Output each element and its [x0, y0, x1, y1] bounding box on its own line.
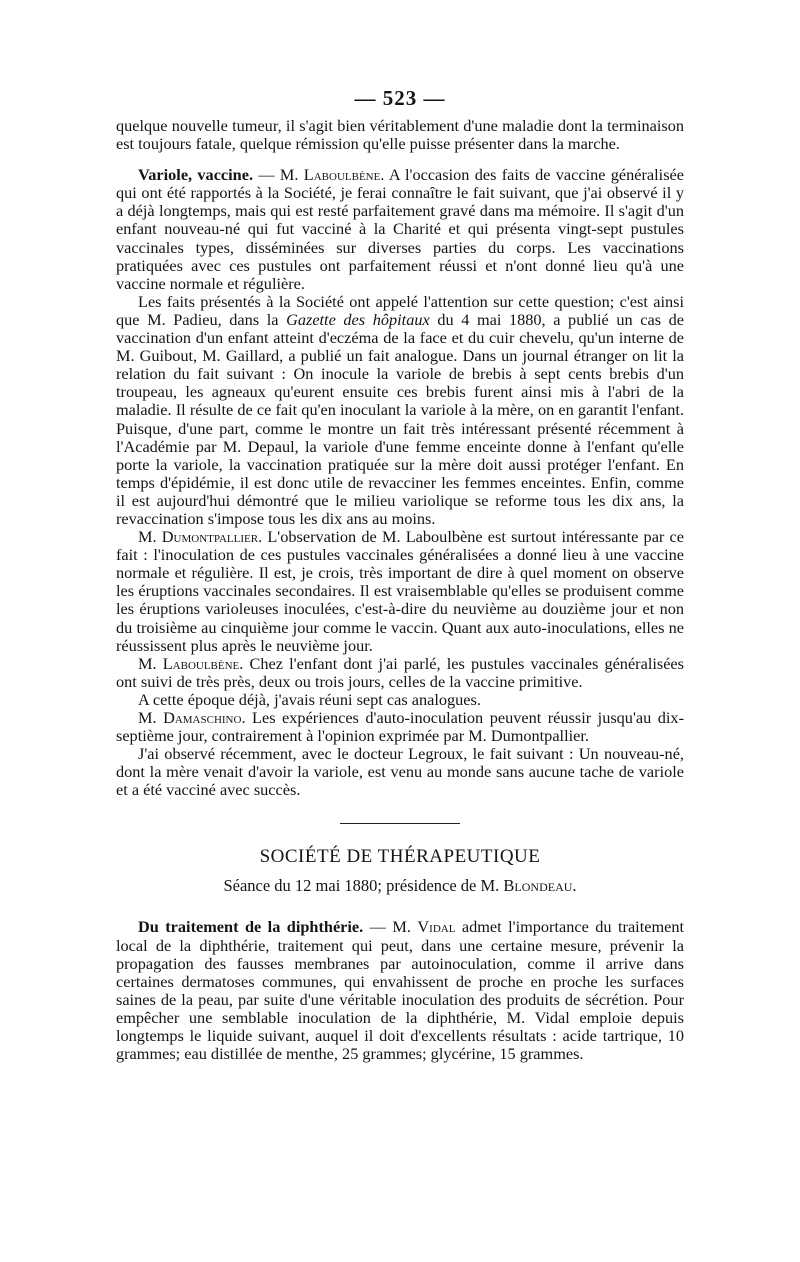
paragraph-dumontpallier — [116, 528, 684, 655]
speaker-name: Dumontpallier — [161, 527, 259, 547]
page-number: — 523 — — [354, 86, 446, 110]
seance-end: . — [572, 876, 577, 896]
dash-text: — M. — [253, 165, 304, 185]
paragraph-text: du 4 mai 1880, a publié un cas de vaccination d'un enfant atteint d'eczéma de la face et du cuir chevelu, qu'un interne de M. Guibout, M. Gaillard, a publié un fait analogue. Dans un journal étranger on lit la relation du fait suivant : On inocule la variole de brebis à sept cents brebis d'un troupeau, les agneaux qu'eurent ensuite ces brebis furent ainsi mis à l'abri de la maladie. Il résulte de ce fait qu'en inoculant la variole à la mère, on en garantit l'enfant. Puisque, d'une part, comme le montre un fait très intéressant présenté récemment à l'Académie par M. Depaul, la variole d'une femme enceinte donne à l'enfant qu'elle porte la variole, la vaccination pratiquée sur la mère doit aussi protéger l'enfant. En temps d'épidémie, il est donc utile de revacciner les femmes enceintes. Enfin, comme il est aujourd'hui démontré que le milieu variolique se reforme tous les dix ans, la revaccination s'impose tous les dix ans au moins. — [116, 309, 685, 528]
paragraph-variole-vaccine — [116, 166, 684, 293]
paragraph-damaschino — [116, 709, 684, 745]
speaker-name: Laboulbène — [162, 653, 240, 673]
paragraph-continuation: quelque nouvelle tumeur, il s'agit bien véritablement d'une maladie dont la terminaison est toujours fatale, quelque rémission qu'elle puisse présenter dans la marche. — [116, 116, 684, 154]
paragraph-text: . Les expériences d'auto-inoculation peuvent réussir jusqu'au dix-septième jour, contrairement à l'opinion exprimée par M. Dumontpallier. — [116, 708, 684, 746]
paragraph-laboulbene-reply — [116, 655, 684, 691]
paragraph-text: Les faits présentés à la Société ont appelé l'attention sur cette question; c'est ainsi que M. Padieu, dans la — [116, 291, 684, 329]
paragraph-text: . A l'occasion des faits de vaccine généralisée qui ont été rapportés à la Société, je ferai connaître le fait suivant, que j'ai observé il y a déjà longtemps, mais qui est resté parfaitement gravé dans ma mémoire. Il s'agit d'un enfant nouveau-né qui fut vacciné à la Charité et qui présenta vingt-sept pustules vaccinales types, disséminées sur diverses parties du corps. Les vaccinations pratiquées avec ces pustules ont parfaitement réussi et n'ont donné lieu qu'à une vaccine normale et régulière. — [116, 165, 684, 293]
seance-line — [116, 876, 684, 896]
paragraph-text: . L'observation de M. Laboulbène est surtout intéressante par ce fait : l'inoculation de ces pustules vaccinales généralisées a donné lieu à une vaccine normale et régulière. Il est, je crois, très important de dire à quel moment on observe les éruptions vaccinales secondaires. Il est vraisemblable qu'elles se produisent comme les éruptions varioleuses inoculées, c'est-à-dire du neuvième au douzième jour et non du troisième au cinquième jour comme le vaccin. Quant aux auto-inoculations, elles ne réussissent plus après le neuvième jour. — [116, 527, 684, 655]
paragraph-sept-cas: A cette époque déjà, j'avais réuni sept cas analogues. — [138, 689, 481, 709]
seance-text: Séance du 12 mai 1880; présidence de M. — [223, 876, 504, 896]
speaker-name: Laboulbène — [303, 165, 381, 185]
prefix-text: M. — [138, 708, 164, 727]
speaker-name: Vidal — [417, 917, 456, 937]
section-title: SOCIÉTÉ DE THÉRAPEUTIQUE — [259, 846, 541, 868]
paragraph-text: . Chez l'enfant dont j'ai parlé, les pustules vaccinales généralisées ont suivi de très près, deux ou trois jours, celles de la vaccine primitive. — [116, 653, 684, 691]
president-name: Blondeau — [503, 876, 573, 896]
dash-text: — M. — [363, 917, 418, 937]
prefix-text: M. — [138, 527, 162, 547]
book-page — [116, 86, 684, 1063]
journal-title: Gazette des hôpitaux — [286, 309, 430, 329]
section-divider — [340, 823, 460, 824]
section-heading-diphtherie: Du traitement de la diphthérie. — [138, 917, 364, 937]
section-heading-variole: Variole, vaccine. — [138, 165, 254, 185]
paragraph-diphtherie — [116, 918, 684, 1063]
paragraph-faits-presentes — [116, 293, 684, 528]
prefix-text: M. — [138, 653, 163, 673]
speaker-name: Damaschino — [163, 708, 242, 727]
paragraph-legroux: J'ai observé récemment, avec le docteur Legroux, le fait suivant : Un nouveau-né, dont la mère venait d'avoir la variole, est venu au monde sans aucune tache de variole et a été vacciné avec succès. — [116, 744, 684, 800]
paragraph-text: admet l'importance du traitement local de la diphthérie, traitement qui peut, dans une certaine mesure, prévenir la propagation des fausses membranes par autoinoculation, comme il arrive dans certaines dermatoses communes, qui envahissent de proche en proche les surfaces saines de la peau, par suite d'une véritable inoculation des produits de sécrétion. Pour empêcher une semblable inoculation de la diphthérie, M. Vidal emploie depuis longtemps le liquide suivant, auquel il doit d'excellents résultats : acide tartrique, 10 grammes; eau distillée de menthe, 25 grammes; glycérine, 15 grammes. — [116, 917, 685, 1064]
